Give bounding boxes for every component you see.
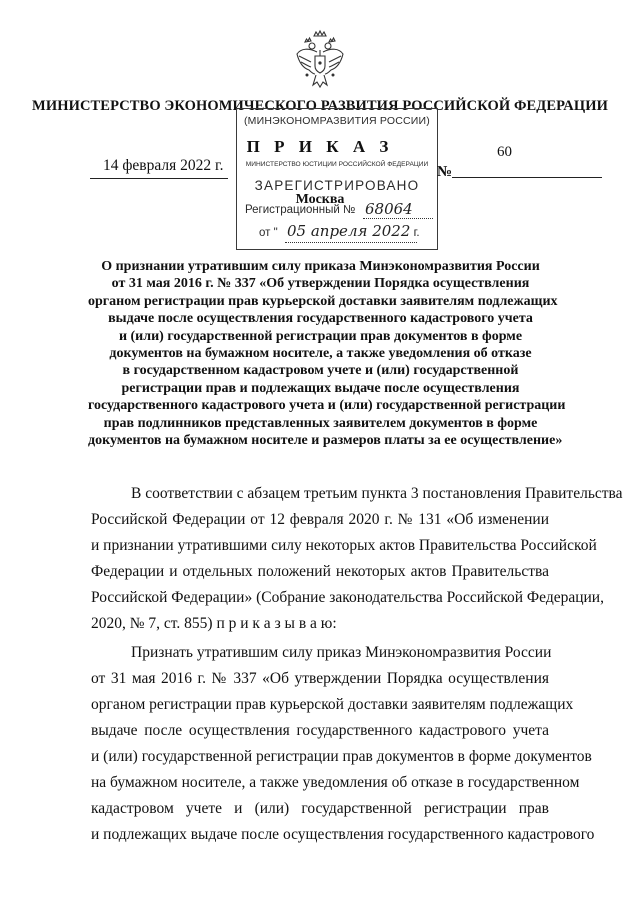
stamp-reg-number: 68064	[365, 200, 413, 218]
document-heading	[88, 258, 566, 449]
heading-line: документов на бумажном носителе, а также уведомления об отказе	[109, 346, 532, 362]
body-line: Признать утратившим силу приказ Минэкономразвития России	[131, 644, 552, 661]
order-number-sign: №	[437, 164, 453, 180]
stamp-date-underline	[285, 242, 417, 243]
heading-line: от 31 мая 2016 г. № 337 «Об утверждении Порядка осуществления	[111, 276, 530, 292]
order-date: 14 февраля 2022 г.	[103, 157, 224, 174]
russian-coat-of-arms-icon	[295, 28, 345, 90]
stamp-ministry: (МИНЭКОНОМРАЗВИТИЯ РОССИИ)	[243, 115, 431, 127]
body-line: органом регистрации прав курьерской доставки заявителям подлежащих	[91, 696, 574, 713]
registration-stamp	[236, 108, 438, 250]
body-line: В соответствии с абзацем третьим пункта 3 постановления Правительства	[131, 485, 623, 502]
stamp-reg-underline	[363, 218, 433, 219]
body-paragraph-order	[91, 640, 595, 848]
heading-line: и (или) государственной регистрации прав документов в форме	[118, 328, 523, 344]
order-number: 60	[497, 144, 512, 160]
body-line: и (или) государственной регистрации прав документов в форме документов	[91, 748, 592, 765]
body-line: 2020, № 7, ст. 855) п р и к а з ы в а ю:	[91, 615, 337, 632]
body-paragraph-preamble	[91, 481, 623, 637]
heading-line: документов на бумажном носителе и размеров платы за ее осуществление»	[88, 433, 563, 449]
date-underline	[90, 178, 228, 179]
body-line: и признании утратившими силу некоторых актов Правительства Российской	[91, 537, 597, 554]
body-line: от 31 мая 2016 г. № 337 «Об утверждении Порядка осуществления	[91, 670, 549, 687]
body-line: Российской Федерации» (Собрание законодательства Российской Федерации,	[91, 589, 604, 606]
city: Москва	[295, 192, 345, 207]
body-line: Российской Федерации от 12 февраля 2020 г. № 131 «Об изменении	[91, 511, 549, 528]
body-line: на бумажном носителе, а также уведомления об отказе в государственном	[91, 774, 580, 791]
body-line: выдаче после осуществления государственного кадастрового учета	[91, 722, 549, 739]
heading-line: в государственном кадастровом учете и (или) государственной	[122, 363, 519, 379]
body-line: кадастровом учете и (или) государственной регистрации прав	[91, 800, 549, 817]
stamp-reg-label: Регистрационный №	[245, 204, 356, 216]
number-underline	[452, 177, 602, 178]
heading-line: государственного кадастрового учета и (или) государственной регистрации	[88, 398, 566, 414]
stamp-date-label: от "	[259, 227, 278, 239]
heading-line: регистрации прав и подлежащих выдаче после осуществления	[121, 380, 520, 396]
heading-line: О признании утратившим силу приказа Минэкономразвития России	[101, 259, 540, 274]
body-line: Федерации и отдельных положений некоторых актов Правительства	[91, 563, 549, 580]
stamp-ministry-full: МИНИСТЕРСТВО ЮСТИЦИИ РОССИЙСКОЙ ФЕДЕРАЦИИ	[245, 161, 429, 168]
ministry-name: МИНИСТЕРСТВО ЭКОНОМИЧЕСКОГО РАЗВИТИЯ РОССИЙСКОЙ ФЕДЕРАЦИИ	[32, 98, 608, 114]
stamp-registered: ЗАРЕГИСТРИРОВАНО	[254, 178, 420, 193]
heading-line: органом регистрации прав курьерской доставки заявителям подлежащих	[88, 293, 558, 309]
heading-line: выдаче после осуществления государственного кадастрового учета	[108, 311, 533, 327]
body-line: и подлежащих выдаче после осуществления государственного кадастрового	[91, 826, 595, 843]
order-title: П Р И К А З	[246, 137, 394, 156]
stamp-date-value: 05 апреля 2022 г.	[287, 222, 420, 240]
heading-line: прав подлинников представленных заявителем документов в форме	[103, 415, 538, 431]
